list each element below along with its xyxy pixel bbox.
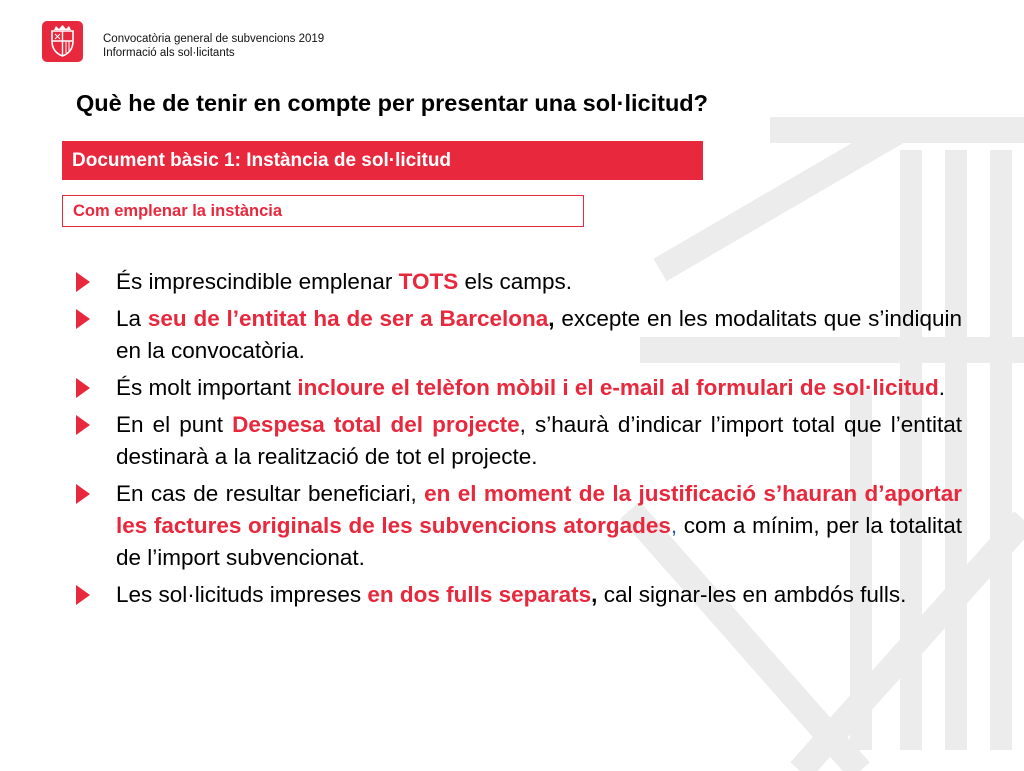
triangle-bullet-icon	[76, 272, 90, 292]
header-text	[103, 32, 324, 60]
bullet-item	[76, 266, 962, 298]
triangle-bullet-icon	[76, 484, 90, 504]
triangle-bullet-icon	[76, 309, 90, 329]
bullet-text-segment: incloure el telèfon mòbil i el e-mail al formulari de sol·licitud	[297, 375, 939, 400]
barcelona-logo-icon	[42, 21, 83, 62]
header-line-1: Convocatòria general de subvencions 2019	[103, 33, 325, 45]
bullet-text-segment: En cas de resultar beneficiari,	[116, 481, 425, 506]
bullet-text-segment: cal signar-les en ambdós fulls.	[597, 582, 907, 607]
triangle-bullet-icon	[76, 415, 90, 435]
header-line-2: Informació als sol·licitants	[103, 47, 235, 59]
bullet-list	[76, 266, 962, 616]
bullet-text-segment: Les sol·licituds impreses	[116, 582, 368, 607]
bullet-text-segment: Despesa total del projecte	[232, 412, 520, 437]
bullet-text-segment: seu de l’entitat ha de ser a Barcelona	[147, 306, 549, 331]
bullet-text-segment: en el moment de la justificació s’hauran d’aportar les factures originals de les subvencions atorgades	[116, 481, 962, 538]
triangle-bullet-icon	[76, 378, 90, 398]
bullet-text-segment: És imprescindible emplenar	[116, 269, 399, 294]
bullet-item	[76, 409, 962, 473]
bullet-item	[76, 372, 962, 404]
section-bar: Document bàsic 1: Instància de sol·licitud	[62, 141, 703, 180]
bullet-text-segment: en dos fulls separats	[367, 582, 592, 607]
bullet-text-segment: En el punt	[116, 412, 233, 437]
bullet-text-segment: com a mínim, per la totalitat de l’import subvencionat.	[116, 513, 962, 570]
bullet-text-segment: , s’haurà d’indicar l’import total que l’entitat destinarà a la realització de tot el projecte.	[116, 412, 962, 469]
page-title: Què he de tenir en compte per presentar una sol·licitud?	[76, 90, 709, 116]
bullet-text-segment: És molt important	[116, 375, 298, 400]
bullet-text-segment: els camps.	[458, 269, 573, 294]
subsection-box: Com emplenar la instància	[62, 195, 584, 227]
bullet-item	[76, 303, 962, 367]
bullet-text-segment: TOTS	[398, 269, 459, 294]
bullet-text-segment: ,	[548, 306, 555, 331]
bullet-text-segment: ,	[670, 513, 678, 538]
bullet-text-segment: La	[116, 306, 148, 331]
bullet-text-segment: ,	[591, 582, 598, 607]
bullet-text-segment: excepte en les modalitats que s’indiquin en la convocatòria.	[116, 306, 962, 363]
bullet-item	[76, 478, 962, 574]
bullet-item	[76, 579, 962, 611]
triangle-bullet-icon	[76, 585, 90, 605]
bullet-text-segment: .	[938, 375, 945, 400]
